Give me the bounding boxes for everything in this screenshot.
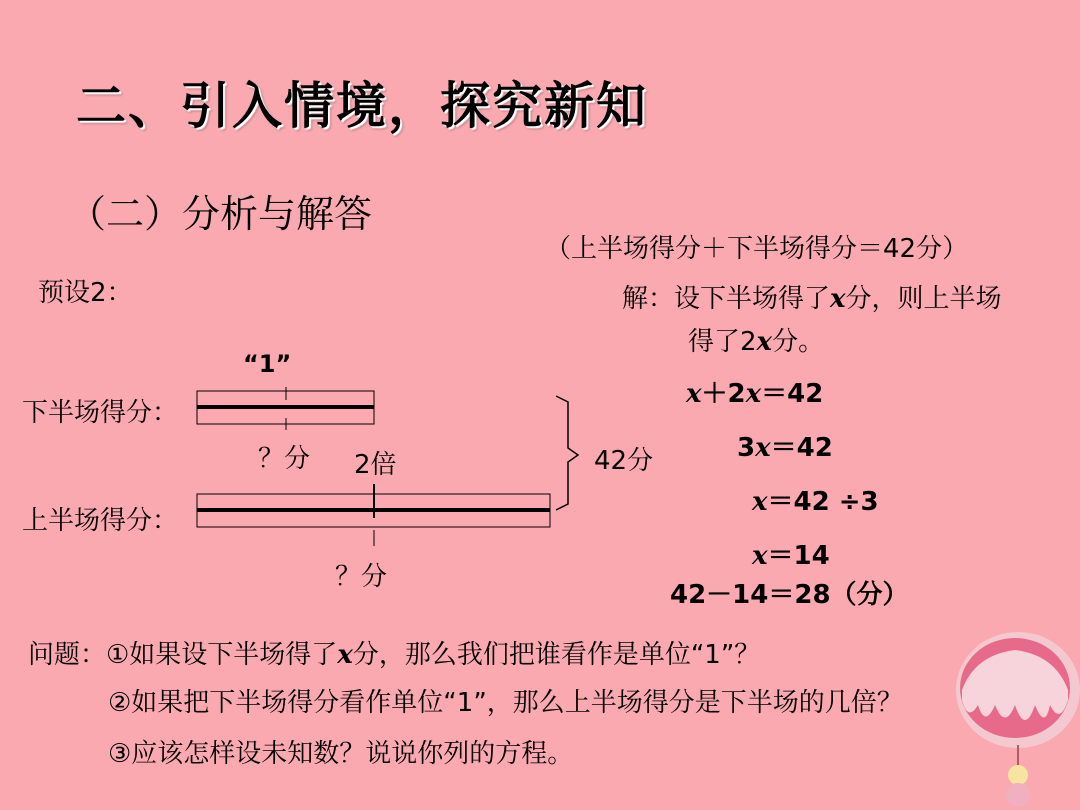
equation-2: 3x＝42 <box>737 433 833 463</box>
question-1: 问题：①如果设下半场得了x分，那么我们把谁看作是单位“1”？ <box>28 640 761 670</box>
equation-1: x＋2x＝42 <box>686 379 824 409</box>
slide-title: 二、引入情境，探究新知 <box>76 77 648 135</box>
solution-line-1: 解：设下半场得了x分，则上半场 <box>622 284 1002 314</box>
slide-subtitle: （二）分析与解答 <box>68 192 373 236</box>
equation-3: x＝42 ÷3 <box>752 487 879 517</box>
relation-text: （上半场得分＋下半场得分＝42分） <box>545 234 969 264</box>
pink-balloon-icon <box>956 632 1080 807</box>
solution-line-2: 得了2x分。 <box>688 327 825 357</box>
total-brace <box>556 396 578 510</box>
upper-question: ？分 <box>335 562 388 592</box>
question-3: ③应该怎样设未知数？说说你列的方程。 <box>108 739 574 769</box>
equation-5: 42－14＝28（分） <box>670 580 909 610</box>
equation-4: x＝14 <box>752 541 830 571</box>
upper-half-label: 上半场得分： <box>22 506 179 536</box>
multiple-label: 2倍 <box>354 450 397 480</box>
lower-half-label: 下半场得分： <box>22 398 179 428</box>
question-2: ②如果把下半场得分看作单位“1”，那么上半场得分是下半场的几倍？ <box>108 688 903 718</box>
lower-half-segment <box>197 387 374 430</box>
lower-question: ？分 <box>258 444 311 474</box>
total-label: 42分 <box>594 446 654 476</box>
upper-half-segment <box>197 484 550 546</box>
unit-one-label: “1” <box>243 350 292 378</box>
preset-label: 预设2： <box>38 278 133 308</box>
